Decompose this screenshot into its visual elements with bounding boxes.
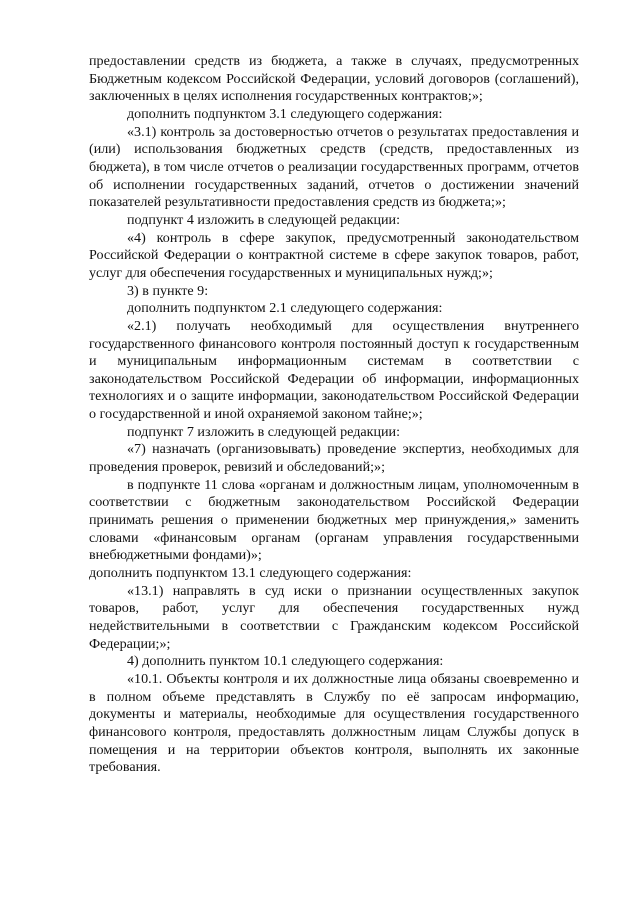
paragraph: «2.1) получать необходимый для осуществления внутреннего государственного финансового контроля постоянный доступ к государственным и муниципальным информационным системам в соответствии с законодательством Российской Федерации об информации, информационных технологиях и о защите информации, законодательством Российской Федерации о государственной и иной охраняемой законом тайне;»; xyxy=(89,317,579,423)
paragraph: «3.1) контроль за достоверностью отчетов о результатах предоставления и (или) использования бюджетных средств (средств, предоставленных из бюджета), в том числе отчетов о реализации государственных программ, отчетов об исполнении государственных заданий, отчетов о достижении значений показателей результативности предоставления средств из бюджета;»; xyxy=(89,123,579,211)
paragraph: дополнить подпунктом 3.1 следующего содержания: xyxy=(127,105,443,122)
paragraph: «7) назначать (организовывать) проведение экспертиз, необходимых для проведения проверок, ревизий и обследований;»; xyxy=(89,441,579,476)
paragraph: «4) контроль в сфере закупок, предусмотренный законодательством Российской Федерации о контрактной системе в сфере закупок товаров, работ, услуг для обеспечения государственных и муниципальных нужд;»; xyxy=(89,229,579,281)
document-page xyxy=(89,53,579,777)
paragraph: дополнить подпунктом 13.1 следующего содержания: xyxy=(89,565,412,582)
paragraph: подпункт 7 изложить в следующей редакции: xyxy=(127,423,401,440)
paragraph: в подпункте 11 слова «органам и должностным лицам, уполномоченным в соответствии с бюджетным законодательством Российской Федерации принимать решения о применении бюджетных мер принуждения,» заменить словами «финансовым органам (органам управления государственными внебюджетными фондами)»; xyxy=(89,476,579,564)
paragraph: «10.1. Объекты контроля и их должностные лица обязаны своевременно и в полном объеме представлять в Службу по её запросам информацию, документы и материалы, необходимые для осуществления государственного финансового контроля, предоставлять должностным лицам Службы допуск в помещения и на территории объектов контроля, выполнять их законные требования. xyxy=(89,670,579,776)
paragraph: предоставлении средств из бюджета, а также в случаях, предусмотренных Бюджетным кодексом Российской Федерации, условий договоров (соглашений), заключенных в целях исполнения государственных контрактов;»; xyxy=(89,53,579,105)
paragraph: «13.1) направлять в суд иски о признании осуществленных закупок товаров, работ, услуг для обеспечения государственных нужд недействительными в соответствии с Гражданским кодексом Российской Федерации;»; xyxy=(89,582,579,652)
paragraph: 3) в пункте 9: xyxy=(127,282,209,299)
paragraph: дополнить подпунктом 2.1 следующего содержания: xyxy=(127,300,443,317)
paragraph: 4) дополнить пунктом 10.1 следующего содержания: xyxy=(127,653,444,670)
paragraph: подпункт 4 изложить в следующей редакции: xyxy=(127,211,401,228)
